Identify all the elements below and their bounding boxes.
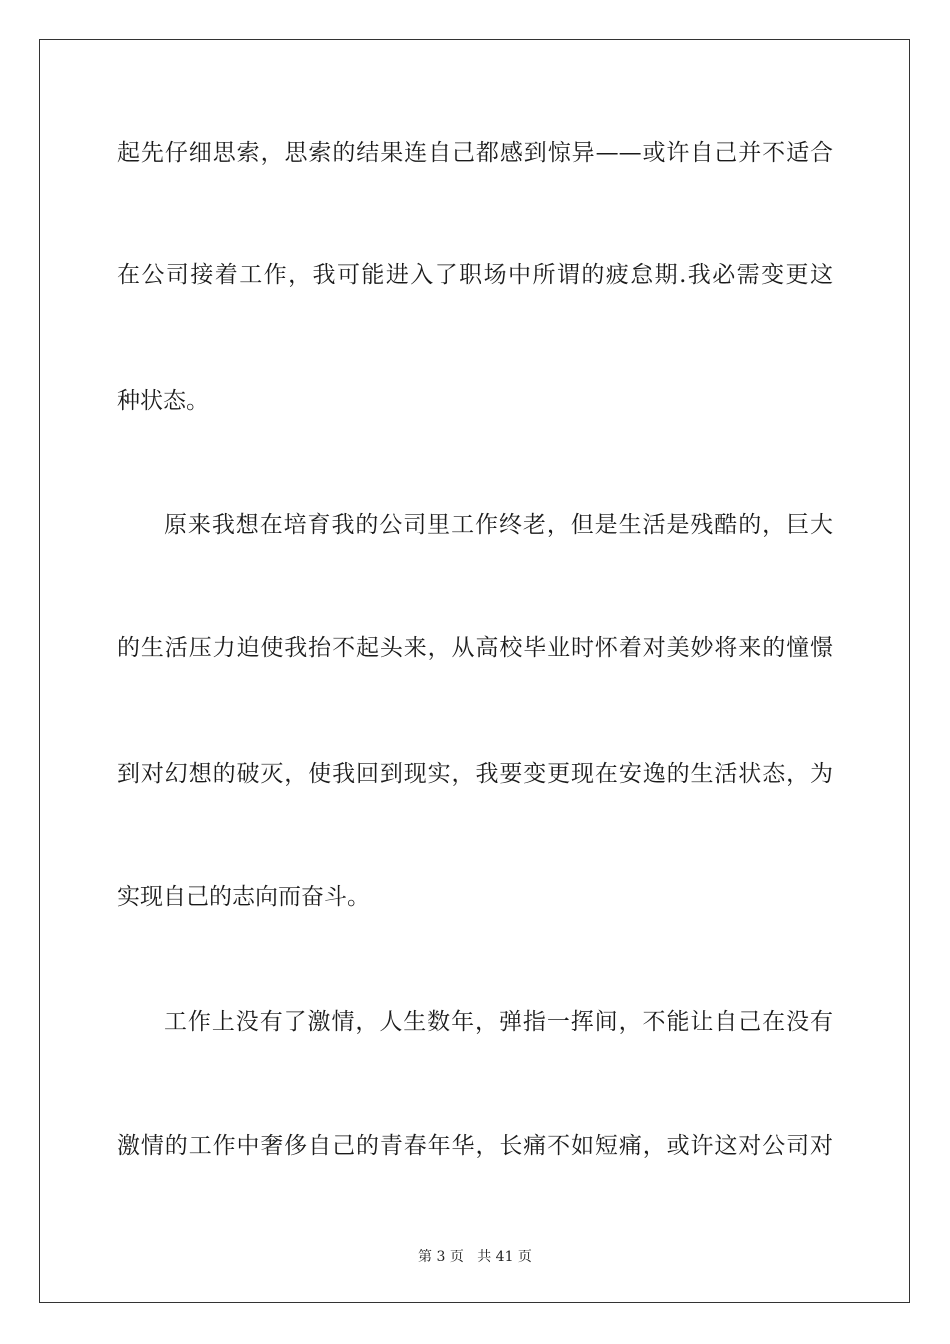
page-total: 共 41 页 xyxy=(477,1249,532,1265)
paragraph-first-line: 原来我想在培育我的公司里工作终老，但是生活是残酷的，巨大 xyxy=(164,512,833,538)
paragraph-first-line: 工作上没有了激情，人生数年，弹指一挥间，不能让自己在没有 xyxy=(164,1009,833,1035)
text-line: 激情的工作中奢侈自己的青春年华，长痛不如短痛，或许这对公司对 xyxy=(117,1133,833,1159)
text-line: 种状态。 xyxy=(117,388,209,414)
text-line: 实现自己的志向而奋斗。 xyxy=(117,884,370,910)
page-border xyxy=(39,39,910,1303)
text-line: 在公司接着工作，我可能进入了职场中所谓的疲怠期.我必需变更这 xyxy=(117,262,833,288)
text-line: 到对幻想的破灭，使我回到现实，我要变更现在安逸的生活状态，为 xyxy=(117,761,833,787)
text-line: 起先仔细思索，思索的结果连自己都感到惊异——或许自己并不适合 xyxy=(117,140,833,166)
page-number: 第 3 页 xyxy=(418,1249,464,1265)
page-footer xyxy=(0,1248,950,1266)
text-line: 的生活压力迫使我抬不起头来，从高校毕业时怀着对美妙将来的憧憬 xyxy=(117,635,833,661)
